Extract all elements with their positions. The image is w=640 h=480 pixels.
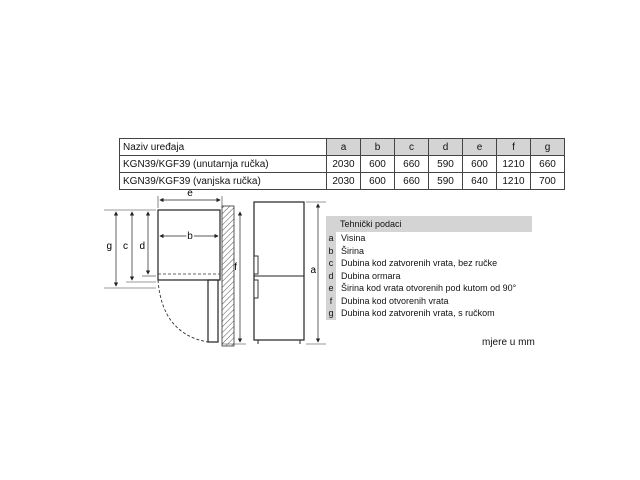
table-header-cell: b	[361, 139, 395, 156]
table-cell: 700	[531, 173, 565, 190]
legend-item	[326, 232, 532, 245]
legend-key: f	[326, 295, 336, 308]
table-cell: 660	[531, 156, 565, 173]
legend-item	[326, 245, 532, 258]
front-view	[254, 202, 326, 344]
table-header-cell: Naziv uređaja	[120, 139, 327, 156]
legend-key: d	[326, 270, 336, 283]
legend-key: a	[326, 232, 336, 245]
wall-hatch	[222, 206, 234, 346]
table-header-cell: f	[497, 139, 531, 156]
legend-key: c	[326, 257, 336, 270]
table-cell: 590	[429, 156, 463, 173]
legend-key: b	[326, 245, 336, 258]
legend-text: Visina	[341, 233, 366, 243]
legend-item	[326, 295, 532, 308]
legend-text: Dubina kod zatvorenih vrata, bez ručke	[341, 258, 498, 268]
table-cell: 640	[463, 173, 497, 190]
fridge-outline-top	[158, 210, 220, 280]
table-cell: 2030	[327, 156, 361, 173]
legend-text: Dubina ormara	[341, 270, 401, 281]
table-cell: 660	[395, 173, 429, 190]
legend-item	[326, 307, 532, 320]
table-header-cell: g	[531, 139, 565, 156]
table-cell: KGN39/KGF39 (vanjska ručka)	[120, 173, 327, 190]
legend-item	[326, 270, 532, 283]
legend-text: Širina	[341, 245, 365, 256]
label-c: c	[123, 241, 128, 252]
legend-text: Širina kod vrata otvorenih pod kutom od 90°	[341, 283, 517, 293]
label-e: e	[187, 188, 193, 199]
label-d: d	[139, 241, 145, 252]
table-cell: KGN39/KGF39 (unutarnja ručka)	[120, 156, 327, 173]
lower-handle	[254, 280, 258, 298]
legend-key: g	[326, 307, 336, 320]
table-header-cell: d	[429, 139, 463, 156]
table-cell: 2030	[327, 173, 361, 190]
label-b: b	[187, 231, 193, 242]
legend-text: Dubina kod otvorenih vrata	[341, 295, 449, 306]
table-cell: 660	[395, 156, 429, 173]
table-header-cell: e	[463, 139, 497, 156]
table-cell: 600	[361, 173, 395, 190]
door-swing-arc	[158, 280, 208, 342]
table-header-cell: c	[395, 139, 429, 156]
table-cell: 600	[361, 156, 395, 173]
upper-handle	[254, 256, 258, 274]
fridge-outline-front	[254, 202, 304, 340]
unit-note: mjere u mm	[482, 337, 535, 348]
legend-item	[326, 257, 532, 270]
top-view	[104, 188, 246, 346]
label-a: a	[310, 265, 316, 276]
legend-text: Dubina kod zatvorenih vrata, s ručkom	[341, 308, 495, 318]
table-cell: 600	[463, 156, 497, 173]
table-cell: 590	[429, 173, 463, 190]
legend-key: e	[326, 282, 336, 295]
legend-title: Tehnički podaci	[326, 216, 532, 232]
technical-data-legend	[326, 216, 532, 320]
table-cell: 1210	[497, 173, 531, 190]
table-cell: 1210	[497, 156, 531, 173]
table-header-cell: a	[327, 139, 361, 156]
legend-item	[326, 282, 532, 295]
open-door	[208, 280, 218, 342]
label-g: g	[106, 241, 112, 252]
label-f: f	[234, 262, 237, 273]
